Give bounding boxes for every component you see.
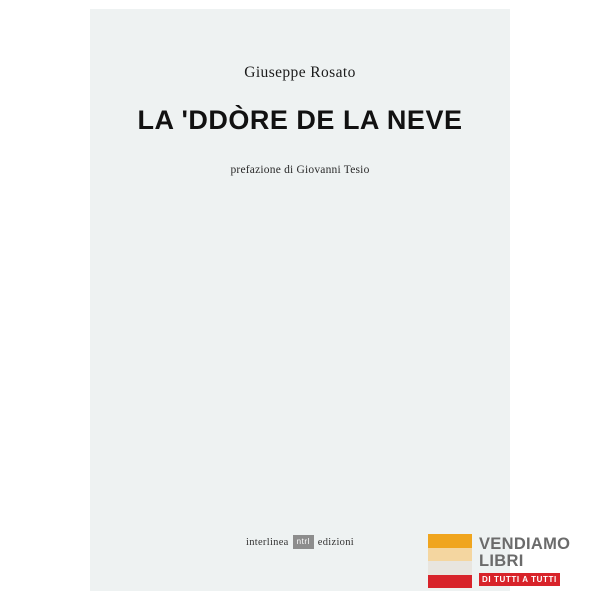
watermark-badge [428,530,592,592]
badge-text-block [472,530,592,592]
badge-stripe-3 [428,561,472,575]
publisher-mark-icon: ntrl [293,535,314,549]
badge-stripe-1 [428,534,472,548]
badge-stripe-4 [428,575,472,589]
badge-stripe-2 [428,548,472,562]
badge-line-1: VENDIAMO [479,535,571,553]
book-cover-content [90,9,510,591]
book-author: Giuseppe Rosato [244,64,356,81]
publisher-name-right: edizioni [317,536,354,548]
publisher-name-left: interlinea [245,536,289,548]
book-preface-credit: prefazione di Giovanni Tesio [230,164,370,176]
badge-line-3: DI TUTTI A TUTTI [479,573,560,586]
book-title: LA 'DDÒRE DE LA NEVE [137,105,463,135]
book-cover [90,9,510,591]
badge-stripes-icon [428,534,472,588]
badge-line-2: LIBRI [479,552,524,570]
